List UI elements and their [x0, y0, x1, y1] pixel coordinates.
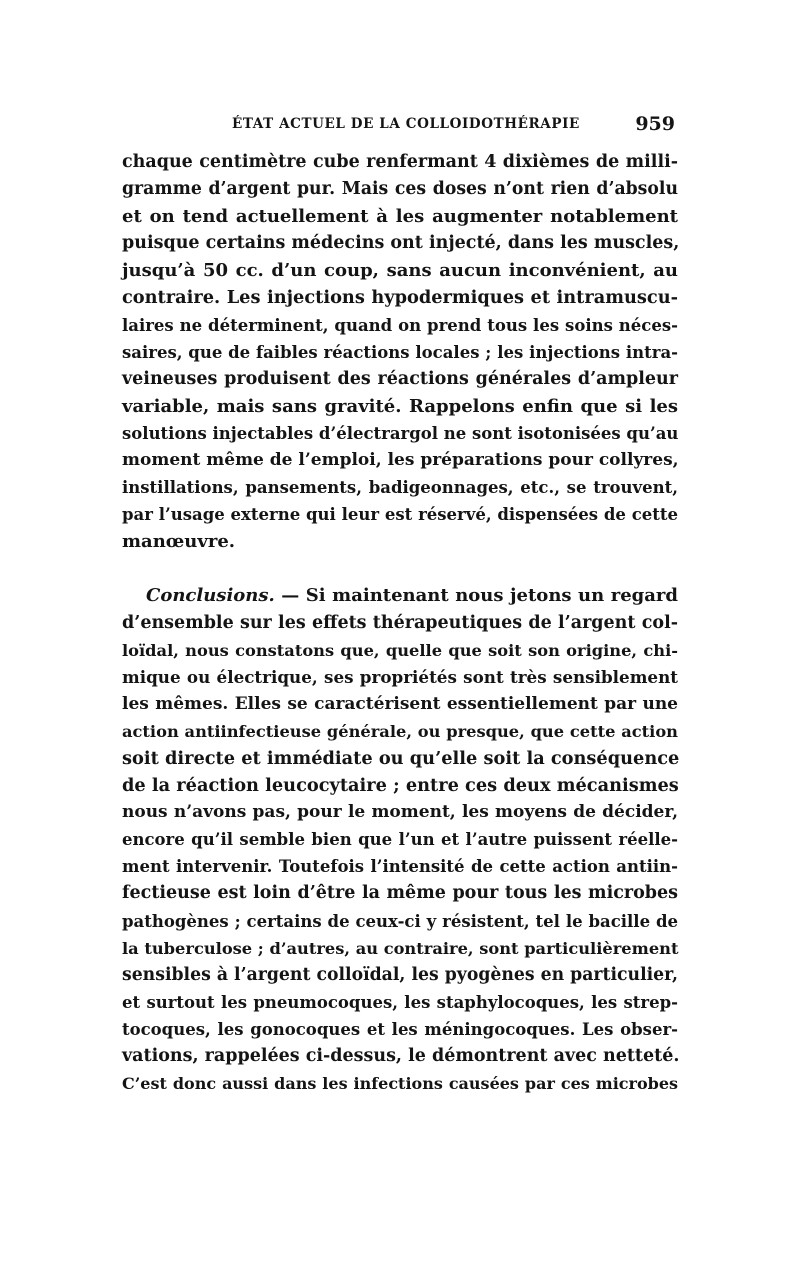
- text-line: et on tend actuellement à les augmenter notablement: [122, 206, 678, 228]
- first-line-text: — Si maintenant nous jetons un regard: [274, 585, 678, 607]
- text-line: gramme d’argent pur. Mais ces doses n’ont rien d’absolu: [122, 179, 678, 200]
- page-number: 959: [635, 113, 675, 135]
- running-header: [122, 113, 675, 140]
- body-text: [122, 149, 678, 1097]
- text-line: et surtout les pneumocoques, les staphylocoques, les strep-: [122, 992, 678, 1012]
- text-line: action antiinfectieuse générale, ou presque, que cette action: [122, 721, 678, 741]
- text-line: manœuvre.: [122, 531, 236, 553]
- text-line: puisque certains médecins ont injecté, dans les muscles,: [122, 233, 680, 254]
- text-line: soit directe et immédiate ou qu’elle soit la conséquence: [122, 747, 680, 769]
- text-line: encore qu’il semble bien que l’un et l’autre puissent réelle-: [122, 830, 678, 850]
- text-line: instillations, pansements, badigeonnages, etc., se trouvent,: [122, 478, 678, 498]
- text-line: contraire. Les injections hypodermiques et intramuscu-: [122, 287, 678, 309]
- text-line: les mêmes. Elles se caractérisent essentiellement par une: [122, 693, 678, 714]
- text-line: solutions injectables d’électrargol ne sont isotonisées qu’au: [122, 423, 679, 443]
- running-title: ÉTAT ACTUEL DE LA COLLOIDOTHÉRAPIE: [232, 116, 580, 132]
- text-line: fectieuse est loin d’être la même pour tous les microbes: [122, 883, 678, 904]
- text-line: sensibles à l’argent colloïdal, les pyogènes en particulier,: [122, 964, 678, 985]
- text-line: la tuberculose ; d’autres, au contraire, sont particulièrement: [122, 938, 679, 958]
- text-line: ment intervenir. Toutefois l’intensité de cette action antiin-: [122, 857, 678, 877]
- paragraph-1: [122, 149, 678, 555]
- paragraph-2: [122, 582, 678, 1097]
- text-line: laires ne déterminent, quand on prend tous les soins néces-: [122, 315, 678, 335]
- text-line: mique ou électrique, ses propriétés sont très sensiblement: [122, 666, 678, 687]
- text-line: saires, que de faibles réactions locales ; les injections intra-: [122, 342, 678, 362]
- text-line: nous n’avons pas, pour le moment, les moyens de décider,: [122, 802, 678, 823]
- text-line: loïdal, nous constatons que, quelle que soit son origine, chi-: [122, 640, 678, 660]
- text-line: par l’usage externe qui leur est réservé, dispensées de cette: [122, 505, 678, 525]
- text-line: vations, rappelées ci-dessus, le démontrent avec netteté.: [122, 1046, 680, 1066]
- text-line: de la réaction leucocytaire ; entre ces deux mécanismes: [122, 775, 679, 797]
- text-line: C’est donc aussi dans les infections causées par ces microbes: [122, 1074, 678, 1094]
- text-line: jusqu’à 50 cc. d’un coup, sans aucun inconvénient, au: [122, 260, 678, 282]
- text-line: variable, mais sans gravité. Rappelons enfin que si les: [122, 395, 678, 417]
- text-line: tocoques, les gonocoques et les méningocoques. Les obser-: [122, 1019, 678, 1039]
- text-line: chaque centimètre cube renfermant 4 dixièmes de milli-: [122, 152, 678, 172]
- text-line: veineuses produisent des réactions générales d’ampleur: [122, 368, 678, 389]
- text-line: pathogènes ; certains de ceux-ci y résistent, tel le bacille de: [122, 911, 678, 931]
- text-line: d’ensemble sur les effets thérapeutiques de l’argent col-: [122, 612, 678, 633]
- section-heading: Conclusions.: [146, 585, 275, 607]
- text-line: moment même de l’emploi, les préparations pour collyres,: [122, 450, 679, 471]
- text-line-first: [122, 582, 678, 609]
